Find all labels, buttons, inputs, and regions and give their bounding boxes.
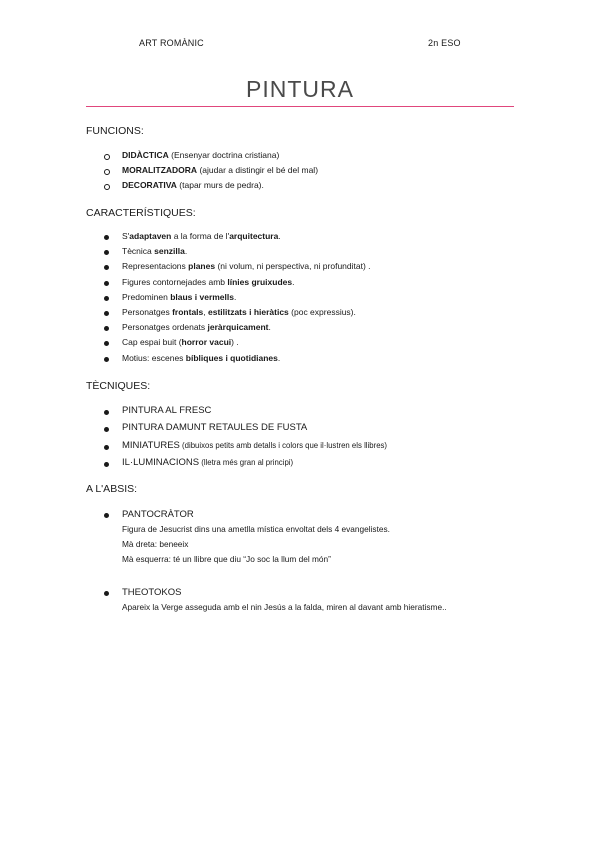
item-term: blaus i vermells [170, 291, 234, 302]
item-text: a la forma de l' [171, 231, 230, 241]
item-term: arquitectura [229, 231, 279, 241]
list-item [104, 261, 371, 276]
bullet-icon [104, 341, 109, 346]
item-text: . [277, 352, 281, 363]
item-term: frontals [172, 306, 204, 317]
item-text: Representacions [122, 261, 189, 272]
section-heading-absis: A L'ABSIS: [86, 483, 138, 495]
bullet-icon [104, 591, 109, 596]
list-item [104, 508, 447, 586]
item-text: (poc expressius). [288, 306, 356, 317]
list-item [104, 405, 387, 422]
item-line: Mà dreta: beneeix [122, 539, 189, 549]
item-text: S' [122, 231, 130, 241]
list-item [104, 422, 387, 439]
item-term: PINTURA DAMUNT RETAULES DE FUSTA [122, 422, 308, 434]
bullet-icon [104, 311, 109, 316]
hollow-bullet-icon [104, 154, 110, 160]
item-text: Personatges [122, 306, 173, 317]
funcions-list [104, 150, 318, 195]
bullet-icon [104, 250, 109, 255]
title-divider [86, 106, 514, 107]
item-term: adaptaven [129, 231, 172, 241]
section-heading-funcions: FUNCIONS: [86, 125, 144, 137]
item-term: DIDÀCTICA [122, 150, 169, 160]
item-term: estilitzats i hieràtics [208, 306, 289, 317]
header-course: 2n ESO [428, 38, 461, 48]
hollow-bullet-icon [104, 184, 110, 190]
item-title: PANTOCRÀTOR [122, 509, 194, 520]
bullet-icon [104, 281, 109, 286]
section-heading-tecniques: TÈCNIQUES: [86, 380, 151, 392]
item-detail: (lletra més gran al principi) [199, 457, 294, 467]
item-term: planes [188, 261, 216, 272]
item-line: Mà esquerra: té un llibre que diu “Jo soc la llum del món” [122, 554, 331, 564]
item-line: Figura de Jesucrist dins una ametlla mística envoltat dels 4 evangelistes. [122, 524, 390, 534]
item-text: . [292, 276, 295, 287]
bullet-icon [104, 427, 109, 432]
item-text: Figures contornejades amb [122, 276, 228, 287]
item-text: Motius: escenes [122, 352, 186, 363]
item-detail: (Ensenyar doctrina cristiana) [168, 150, 280, 160]
list-item [104, 586, 447, 615]
bullet-icon [104, 296, 109, 301]
item-term: jeràrquicament [207, 322, 269, 333]
list-item [104, 457, 387, 474]
list-item [104, 180, 318, 195]
list-item [104, 150, 318, 165]
item-term: IL·LUMINACIONS [122, 456, 200, 468]
list-item [104, 231, 371, 246]
item-text: Tècnica [122, 246, 155, 257]
item-term: DECORATIVA [122, 180, 177, 190]
item-detail: (ajudar a distingir el bé del mal) [197, 165, 319, 175]
bullet-icon [104, 410, 109, 415]
tecniques-list [104, 405, 387, 474]
item-detail: (tapar murs de pedra). [176, 180, 264, 190]
item-text: , [203, 306, 208, 317]
list-item [104, 165, 318, 180]
item-term: PINTURA AL FRESC [122, 405, 212, 416]
list-item [104, 322, 371, 337]
item-text: Personatges ordenats [122, 322, 208, 333]
caracteristiques-list [104, 231, 371, 368]
list-item [104, 246, 371, 261]
hollow-bullet-icon [104, 169, 110, 175]
bullet-icon [104, 513, 109, 518]
bullet-icon [104, 445, 109, 450]
absis-list [104, 508, 447, 615]
bullet-icon [104, 235, 109, 240]
page-title: PINTURA [246, 76, 354, 102]
list-item [104, 353, 371, 368]
list-item [104, 307, 371, 322]
item-text: ) . [231, 337, 239, 348]
item-text: (ni volum, ni perspectiva, ni profunditat) . [215, 261, 371, 272]
list-item [104, 292, 371, 307]
item-text: . [184, 246, 188, 257]
item-detail: (dibuixos petits amb detalls i colors que il·lustren els llibres) [179, 440, 388, 450]
item-term: línies gruixudes [227, 276, 293, 287]
item-line: Apareix la Verge asseguda amb el nin Jesús a la falda, miren al davant amb hieratisme.. [122, 602, 447, 612]
header-subject: ART ROMÀNIC [139, 38, 204, 48]
section-heading-caracteristiques: CARACTERÍSTIQUES: [86, 207, 196, 219]
list-item [104, 337, 371, 352]
bullet-icon [104, 326, 109, 331]
item-text: Predominen [122, 291, 171, 302]
item-text: . [234, 291, 237, 302]
item-text: Cap espai buit ( [122, 337, 182, 348]
bullet-icon [104, 265, 109, 270]
item-title: THEOTOKOS [122, 587, 182, 598]
item-text: . [278, 231, 281, 241]
item-term: MINIATURES [122, 439, 180, 451]
item-term: horror vacui [181, 337, 232, 348]
item-term: bíbliques i quotidianes [185, 352, 278, 363]
item-term: senzilla [154, 246, 185, 257]
bullet-icon [104, 357, 109, 362]
bullet-icon [104, 462, 109, 467]
list-item [104, 277, 371, 292]
item-text: . [268, 322, 271, 333]
list-item [104, 440, 387, 457]
item-term: MORALITZADORA [122, 165, 198, 175]
